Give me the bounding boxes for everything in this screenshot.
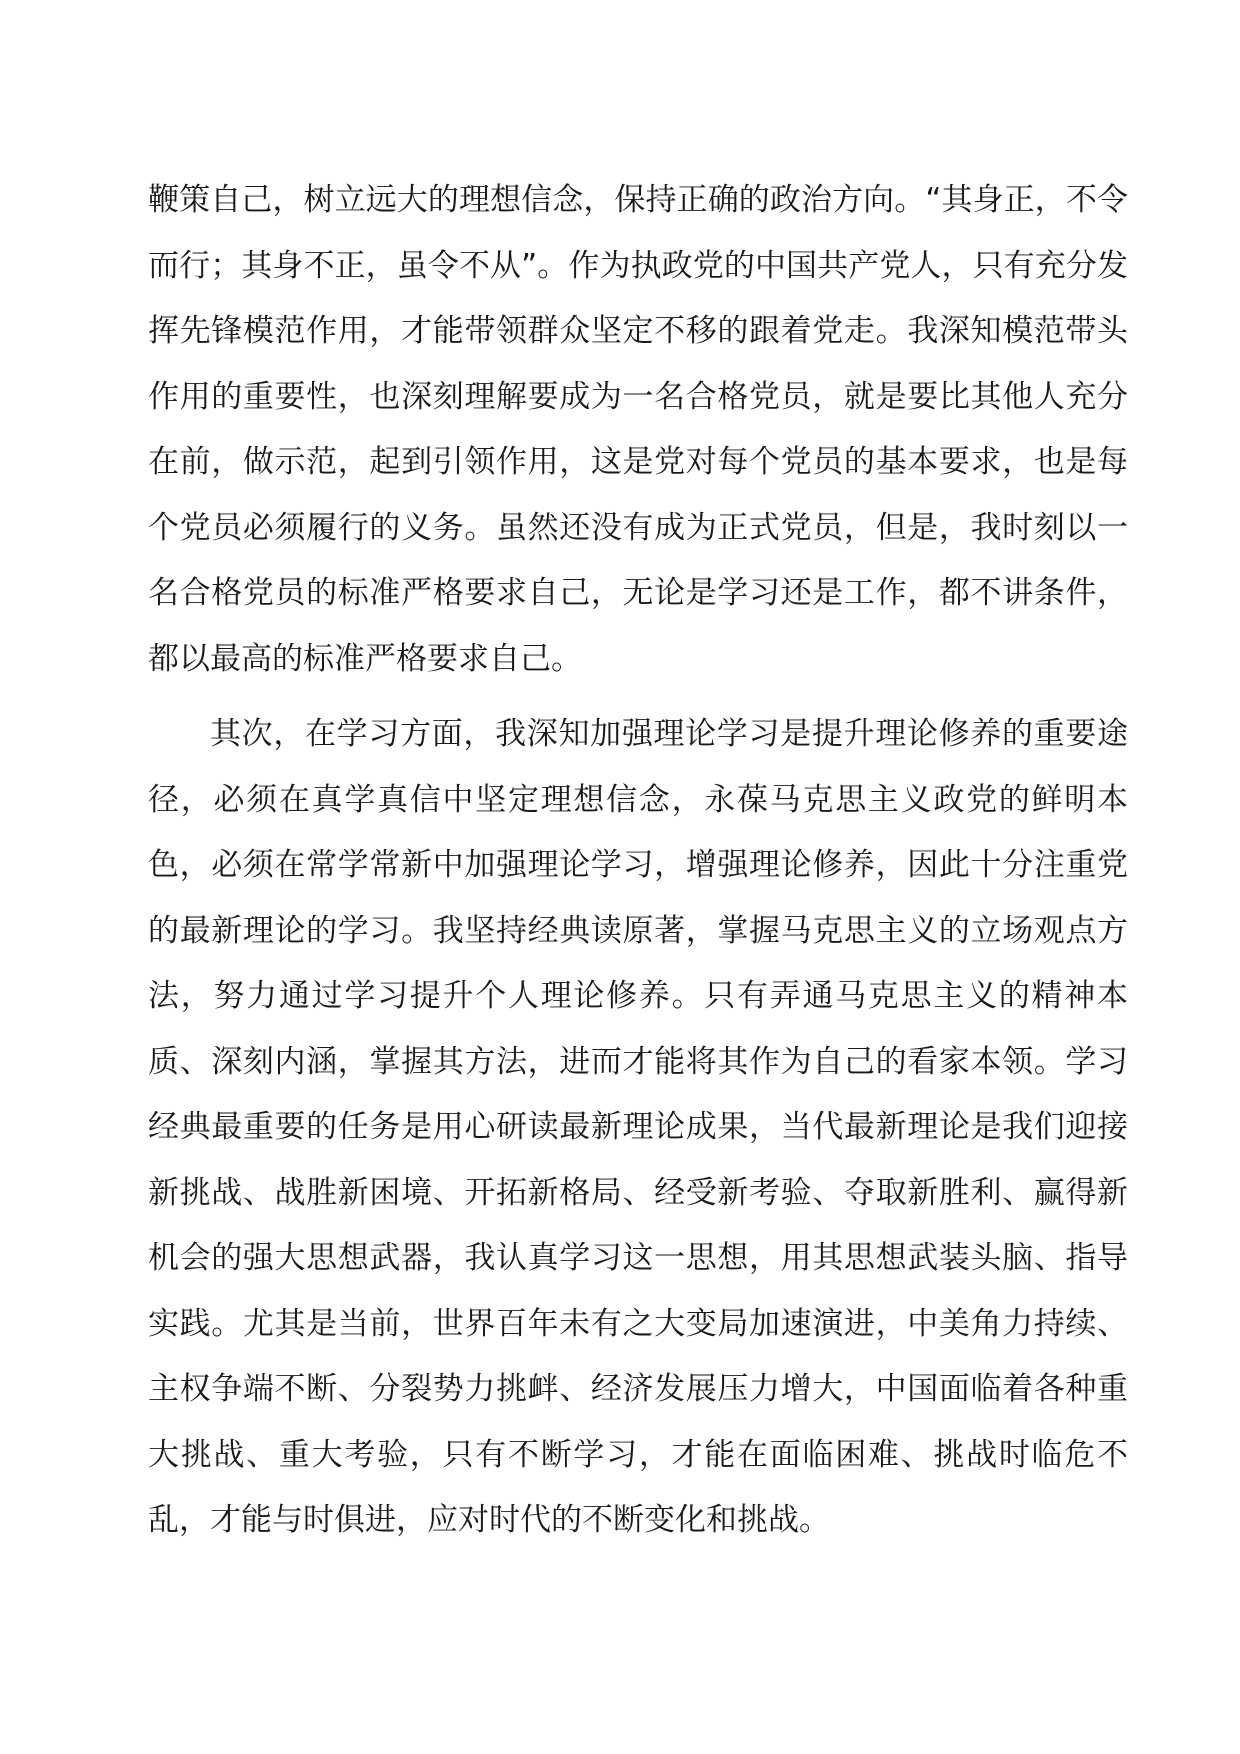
document-body: [148, 168, 1128, 1554]
paragraph-continued: 鞭策自己，树立远大的理想信念，保持正确的政治方向。“其身正，不令而行；其身不正，虽令不从”。作为执政党的中国共产党人，只有充分发挥先锋模范作用，才能带领群众坚定不移的跟着党走。我深知模范带头作用的重要性，也深刻理解要成为一名合格党员，就是要比其他人充分在前，做示范，起到引领作用，这是党对每个党员的基本要求，也是每个党员必须履行的义务。虽然还没有成为正式党员，但是，我时刻以一名合格党员的标准严格要求自己，无论是学习还是工作，都不讲条件，都以最高的标准严格要求自己。: [148, 182, 1128, 677]
paragraph-study: 其次，在学习方面，我深知加强理论学习是提升理论修养的重要途径，必须在真学真信中坚定理想信念，永葆马克思主义政党的鲜明本色，必须在常学常新中加强理论学习，增强理论修养，因此十分注重党的最新理论的学习。我坚持经典读原著，掌握马克思主义的立场观点方法，努力通过学习提升个人理论修养。只有弄通马克思主义的精神本质、深刻内涵，掌握其方法，进而才能将其作为自己的看家本领。学习经典最重要的任务是用心研读最新理论成果，当代最新理论是我们迎接新挑战、战胜新困境、开拓新格局、经受新考验、夺取新胜利、赢得新机会的强大思想武器，我认真学习这一思想，用其思想武装头脑、指导实践。尤其是当前，世界百年未有之大变局加速演进，中美角力持续、主权争端不断、分裂势力挑衅、经济发展压力增大，中国面临着各种重大挑战、重大考验，只有不断学习，才能在面临困难、挑战时临危不乱，才能与时俱进，应对时代的不断变化和挑战。: [148, 716, 1128, 1538]
